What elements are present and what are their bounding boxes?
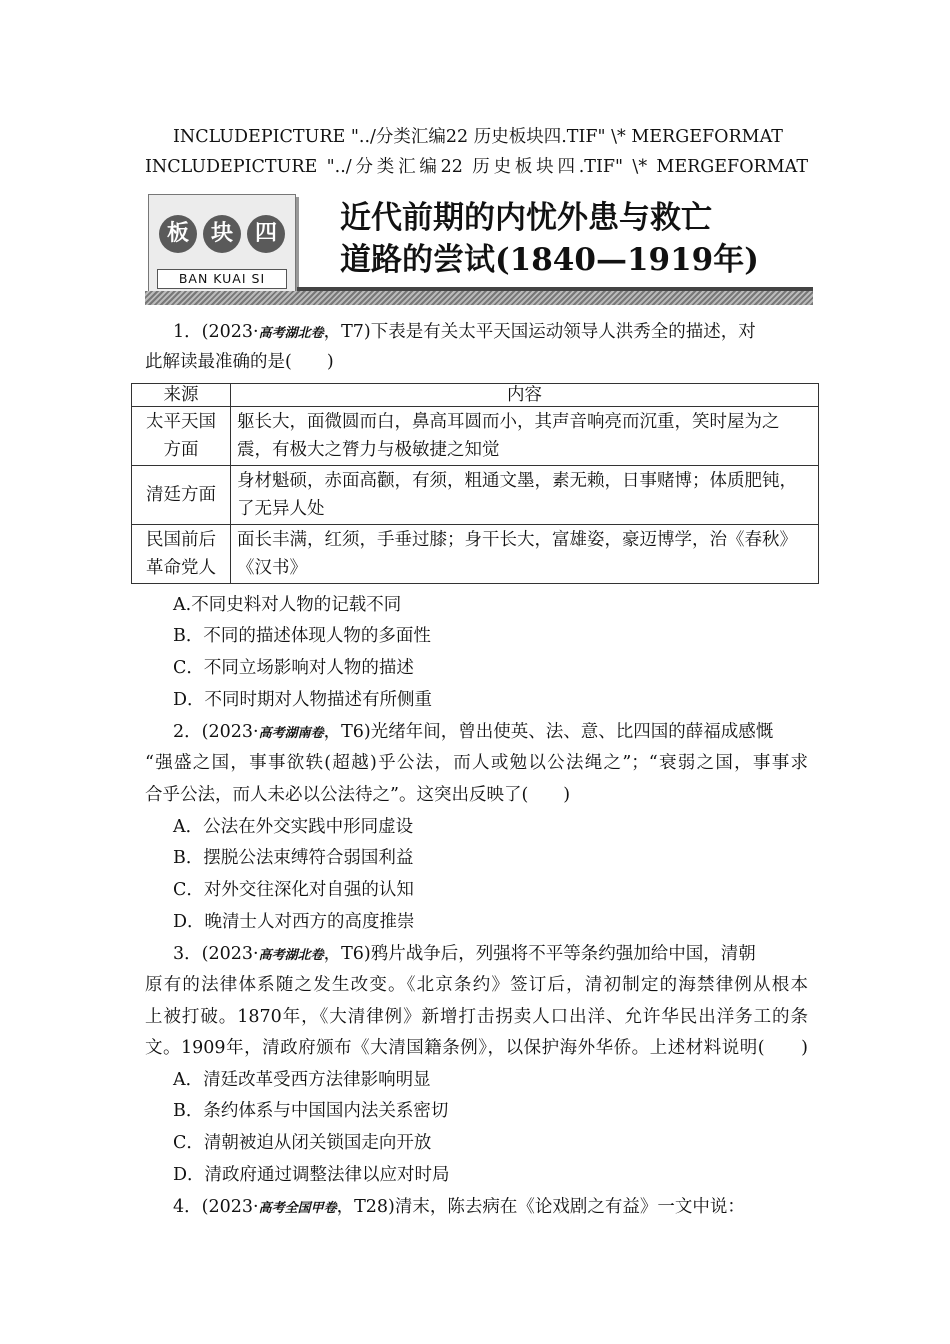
q3-source: 高考湖北卷	[258, 948, 324, 963]
table-cell-content: 面长丰满，红须，手垂过膝；身干长大，富雄姿，豪迈博学，治《春秋》《汉书》	[231, 525, 819, 584]
q1-option-a: A.不同史料对人物的记载不同	[173, 595, 402, 615]
q2-stem-line-1: 2．(2023·高考湖南卷，T6)光绪年间，曾出使英、法、意、比四国的薛福成感慨	[173, 722, 774, 742]
table-header-row	[132, 384, 819, 407]
q2-option-d: D．晚清士人对西方的高度推崇	[173, 912, 415, 932]
table-cell-source: 民国前后革命党人	[132, 525, 231, 584]
include-picture-line-1: INCLUDEPICTURE "../分类汇编22 历史板块四.TIF" \* MERGEFORMAT	[173, 127, 783, 147]
q2-option-a: A．公法在外交实践中形同虚设	[173, 817, 414, 837]
table-cell-source: 清廷方面	[132, 466, 231, 525]
q3-option-b: B．条约体系与中国国内法关系密切	[173, 1101, 449, 1121]
q3-option-c: C．清朝被迫从闭关锁国走向开放	[173, 1133, 432, 1153]
table-header-content: 内容	[231, 384, 819, 407]
q2-option-b: B．摆脱公法束缚符合弱国利益	[173, 848, 414, 868]
badge-char-2: 块	[203, 215, 241, 253]
q3-option-a: A．清廷改革受西方法律影响明显	[173, 1070, 431, 1090]
q2-stem-line-3: 合乎公法，而人未必以公法待之”。这突出反映了( )	[145, 785, 571, 805]
table-cell-content: 躯长大，面微圆而白，鼻高耳圆而小，其声音响亮而沉重，笑时屋为之震，有极大之膂力与极敏捷之知觉	[231, 407, 819, 466]
section-banner	[145, 188, 813, 306]
banner-hatched-bar	[145, 291, 813, 305]
badge-char-3: 四	[247, 215, 285, 253]
q1-stem-line-1: 1．(2023·高考湖北卷，T7)下表是有关太平天国运动领导人洪秀全的描述，对	[173, 322, 756, 342]
section-badge	[148, 194, 296, 292]
table-row	[132, 407, 819, 466]
badge-subtitle: BAN KUAI SI	[157, 269, 287, 289]
table-header-source: 来源	[132, 384, 231, 407]
badge-char-1: 板	[159, 215, 197, 253]
q1-option-b: B．不同的描述体现人物的多面性	[173, 626, 431, 646]
q3-stem-line-4: 文。1909年，清政府颁布《大清国籍条例》，以保护海外华侨。上述材料说明( )	[145, 1038, 808, 1058]
q2-stem-line-2: “强盛之国，事事欲轶(超越)乎公法，而人或勉以公法绳之”；“衰弱之国，事事求	[145, 753, 808, 773]
q1-table	[131, 383, 819, 584]
q3-stem-line-1: 3．(2023·高考湖北卷，T6)鸦片战争后，列强将不平等条约强加给中国，清朝	[173, 944, 756, 964]
q1-option-d: D．不同时期对人物描述有所侧重	[173, 690, 433, 710]
banner-title-line-2: 道路的尝试(1840—1919年)	[340, 242, 759, 278]
q1-option-c: C．不同立场影响对人物的描述	[173, 658, 414, 678]
q3-option-d: D．清政府通过调整法律以应对时局	[173, 1165, 450, 1185]
table-cell-source: 太平天国方面	[132, 407, 231, 466]
q2-option-c: C．对外交往深化对自强的认知	[173, 880, 414, 900]
table-row	[132, 466, 819, 525]
q4-stem-line-1: 4．(2023·高考全国甲卷，T28)清末，陈去病在《论戏剧之有益》一文中说：	[173, 1197, 745, 1217]
q1-source: 高考湖北卷	[258, 326, 324, 341]
banner-title-line-1: 近代前期的内忧外患与救亡	[340, 200, 712, 236]
table-row	[132, 525, 819, 584]
q2-source: 高考湖南卷	[258, 726, 324, 741]
include-picture-line-2: INCLUDEPICTURE "../分类汇编22 历史板块四.TIF" \* MERGEFORMAT	[145, 157, 808, 177]
q4-source: 高考全国甲卷	[258, 1201, 337, 1216]
table-cell-content: 身材魁硕，赤面高颧，有须，粗通文墨，素无赖，日事赌博；体质肥钝，了无异人处	[231, 466, 819, 525]
q1-stem-line-2: 此解读最准确的是( )	[145, 352, 334, 372]
q3-stem-line-2: 原有的法律体系随之发生改变。《北京条约》签订后，清初制定的海禁律例从根本	[145, 975, 808, 995]
q3-stem-line-3: 上被打破。1870年，《大清律例》新增打击拐卖人口出洋、允许华民出洋务工的条	[145, 1007, 808, 1027]
